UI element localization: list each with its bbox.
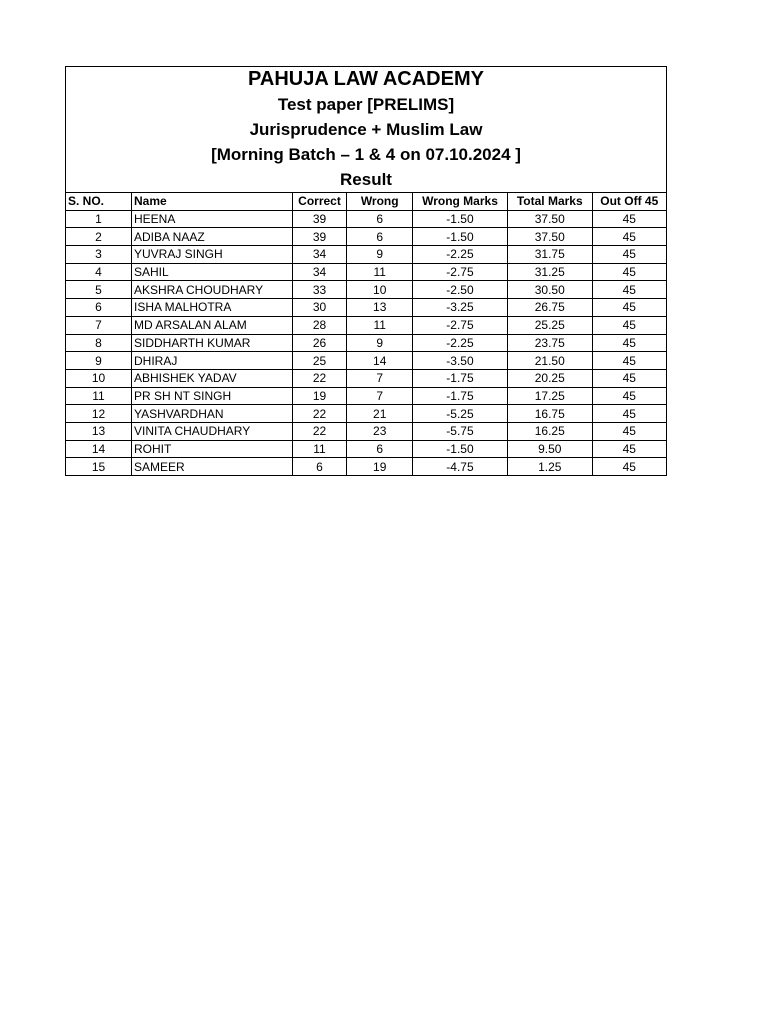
wrong-cell: 9 xyxy=(347,334,412,352)
out-of-cell: 45 xyxy=(592,299,666,317)
serial-number-cell: 9 xyxy=(66,352,131,370)
table-row xyxy=(66,334,666,352)
table-row xyxy=(66,281,666,299)
name-cell: HEENA xyxy=(131,210,292,228)
sheet-header xyxy=(66,67,666,192)
wrong-cell: 11 xyxy=(347,316,412,334)
out-of-cell: 45 xyxy=(592,369,666,387)
name-cell: DHIRAJ xyxy=(131,352,292,370)
name-cell: ADIBA NAAZ xyxy=(131,228,292,246)
result-table xyxy=(66,192,666,475)
out-of-cell: 45 xyxy=(592,422,666,440)
serial-number-cell: 11 xyxy=(66,387,131,405)
table-row xyxy=(66,369,666,387)
serial-number-cell: 3 xyxy=(66,246,131,264)
serial-number-cell: 15 xyxy=(66,458,131,475)
correct-cell: 28 xyxy=(292,316,347,334)
table-row xyxy=(66,440,666,458)
column-header: S. NO. xyxy=(66,193,131,211)
wrong-cell: 6 xyxy=(347,210,412,228)
wrong-cell: 9 xyxy=(347,246,412,264)
wrong-marks-cell: -2.50 xyxy=(412,281,507,299)
name-cell: SAHIL xyxy=(131,263,292,281)
correct-cell: 11 xyxy=(292,440,347,458)
correct-cell: 22 xyxy=(292,422,347,440)
wrong-cell: 23 xyxy=(347,422,412,440)
table-row xyxy=(66,422,666,440)
total-marks-cell: 37.50 xyxy=(508,228,593,246)
table-row xyxy=(66,387,666,405)
total-marks-cell: 30.50 xyxy=(508,281,593,299)
correct-cell: 34 xyxy=(292,263,347,281)
out-of-cell: 45 xyxy=(592,334,666,352)
serial-number-cell: 13 xyxy=(66,422,131,440)
wrong-marks-cell: -4.75 xyxy=(412,458,507,475)
name-cell: ABHISHEK YADAV xyxy=(131,369,292,387)
out-of-cell: 45 xyxy=(592,281,666,299)
total-marks-cell: 9.50 xyxy=(508,440,593,458)
out-of-cell: 45 xyxy=(592,316,666,334)
name-cell: SAMEER xyxy=(131,458,292,475)
out-of-cell: 45 xyxy=(592,405,666,423)
correct-cell: 6 xyxy=(292,458,347,475)
column-header: Total Marks xyxy=(508,193,593,211)
wrong-cell: 6 xyxy=(347,440,412,458)
total-marks-cell: 1.25 xyxy=(508,458,593,475)
serial-number-cell: 6 xyxy=(66,299,131,317)
table-row xyxy=(66,210,666,228)
correct-cell: 19 xyxy=(292,387,347,405)
name-cell: ISHA MALHOTRA xyxy=(131,299,292,317)
out-of-cell: 45 xyxy=(592,228,666,246)
table-row xyxy=(66,263,666,281)
serial-number-cell: 12 xyxy=(66,405,131,423)
correct-cell: 39 xyxy=(292,210,347,228)
total-marks-cell: 20.25 xyxy=(508,369,593,387)
out-of-cell: 45 xyxy=(592,458,666,475)
total-marks-cell: 31.75 xyxy=(508,246,593,264)
table-row xyxy=(66,405,666,423)
name-cell: YASHVARDHAN xyxy=(131,405,292,423)
wrong-marks-cell: -1.50 xyxy=(412,440,507,458)
total-marks-cell: 31.25 xyxy=(508,263,593,281)
result-sheet xyxy=(65,66,667,476)
serial-number-cell: 10 xyxy=(66,369,131,387)
total-marks-cell: 17.25 xyxy=(508,387,593,405)
total-marks-cell: 16.25 xyxy=(508,422,593,440)
wrong-cell: 13 xyxy=(347,299,412,317)
wrong-cell: 7 xyxy=(347,387,412,405)
name-cell: MD ARSALAN ALAM xyxy=(131,316,292,334)
name-cell: SIDDHARTH KUMAR xyxy=(131,334,292,352)
table-row xyxy=(66,316,666,334)
total-marks-cell: 25.25 xyxy=(508,316,593,334)
out-of-cell: 45 xyxy=(592,246,666,264)
out-of-cell: 45 xyxy=(592,387,666,405)
batch-title: [Morning Batch – 1 & 4 on 07.10.2024 ] xyxy=(211,145,521,164)
correct-cell: 22 xyxy=(292,369,347,387)
name-cell: ROHIT xyxy=(131,440,292,458)
table-row xyxy=(66,458,666,475)
table-row xyxy=(66,246,666,264)
correct-cell: 26 xyxy=(292,334,347,352)
wrong-marks-cell: -2.25 xyxy=(412,334,507,352)
correct-cell: 25 xyxy=(292,352,347,370)
wrong-marks-cell: -2.75 xyxy=(412,263,507,281)
wrong-cell: 14 xyxy=(347,352,412,370)
out-of-cell: 45 xyxy=(592,210,666,228)
table-row xyxy=(66,228,666,246)
academy-title: PAHUJA LAW ACADEMY xyxy=(248,68,484,90)
total-marks-cell: 23.75 xyxy=(508,334,593,352)
wrong-cell: 11 xyxy=(347,263,412,281)
name-cell: AKSHRA CHOUDHARY xyxy=(131,281,292,299)
serial-number-cell: 2 xyxy=(66,228,131,246)
serial-number-cell: 14 xyxy=(66,440,131,458)
wrong-marks-cell: -5.75 xyxy=(412,422,507,440)
total-marks-cell: 21.50 xyxy=(508,352,593,370)
total-marks-cell: 16.75 xyxy=(508,405,593,423)
name-cell: PR SH NT SINGH xyxy=(131,387,292,405)
wrong-cell: 21 xyxy=(347,405,412,423)
serial-number-cell: 7 xyxy=(66,316,131,334)
column-header: Correct xyxy=(292,193,347,211)
correct-cell: 39 xyxy=(292,228,347,246)
wrong-marks-cell: -3.50 xyxy=(412,352,507,370)
test-paper-title: Test paper [PRELIMS] xyxy=(277,95,455,114)
subject-title: Jurisprudence + Muslim Law xyxy=(249,120,483,139)
out-of-cell: 45 xyxy=(592,263,666,281)
serial-number-cell: 4 xyxy=(66,263,131,281)
out-of-cell: 45 xyxy=(592,440,666,458)
total-marks-cell: 37.50 xyxy=(508,210,593,228)
serial-number-cell: 1 xyxy=(66,210,131,228)
wrong-marks-cell: -5.25 xyxy=(412,405,507,423)
wrong-cell: 7 xyxy=(347,369,412,387)
wrong-marks-cell: -1.50 xyxy=(412,210,507,228)
column-header: Wrong xyxy=(347,193,412,211)
column-header: Wrong Marks xyxy=(412,193,507,211)
table-row xyxy=(66,299,666,317)
column-header: Name xyxy=(131,193,292,211)
correct-cell: 34 xyxy=(292,246,347,264)
column-header: Out Off 45 xyxy=(592,193,666,211)
name-cell: YUVRAJ SINGH xyxy=(131,246,292,264)
correct-cell: 30 xyxy=(292,299,347,317)
table-row xyxy=(66,352,666,370)
wrong-marks-cell: -2.25 xyxy=(412,246,507,264)
wrong-cell: 10 xyxy=(347,281,412,299)
wrong-cell: 19 xyxy=(347,458,412,475)
correct-cell: 22 xyxy=(292,405,347,423)
serial-number-cell: 8 xyxy=(66,334,131,352)
name-cell: VINITA CHAUDHARY xyxy=(131,422,292,440)
result-heading: Result xyxy=(340,170,392,189)
wrong-marks-cell: -1.50 xyxy=(412,228,507,246)
wrong-marks-cell: -3.25 xyxy=(412,299,507,317)
wrong-marks-cell: -1.75 xyxy=(412,369,507,387)
serial-number-cell: 5 xyxy=(66,281,131,299)
correct-cell: 33 xyxy=(292,281,347,299)
wrong-marks-cell: -1.75 xyxy=(412,387,507,405)
table-header-row xyxy=(66,193,666,211)
out-of-cell: 45 xyxy=(592,352,666,370)
total-marks-cell: 26.75 xyxy=(508,299,593,317)
wrong-marks-cell: -2.75 xyxy=(412,316,507,334)
table-body xyxy=(66,210,666,475)
wrong-cell: 6 xyxy=(347,228,412,246)
